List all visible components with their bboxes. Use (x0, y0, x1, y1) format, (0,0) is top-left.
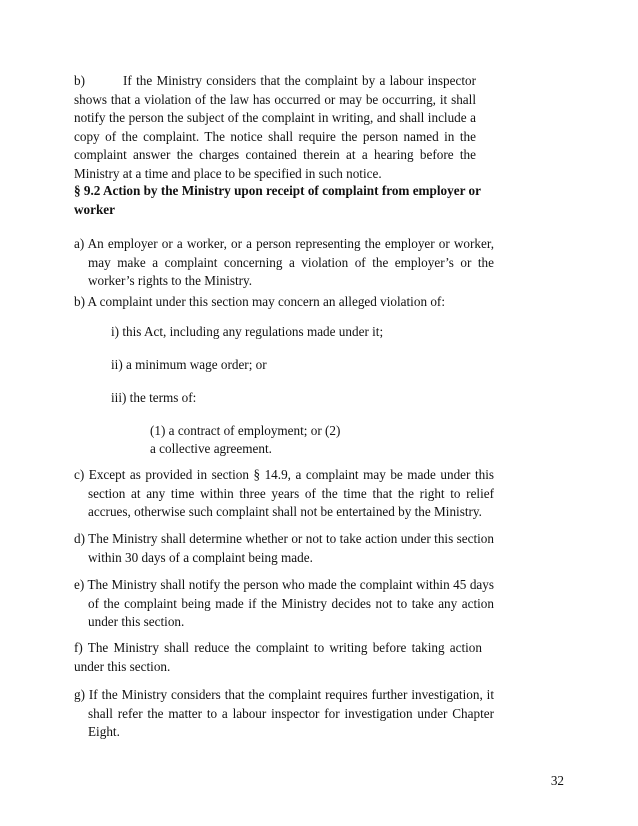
paragraph-b-text: If the Ministry considers that the complaint by a labour inspector shows that a violation of the law has occurred or may be occurring, it shall notify the person the subject of the complaint in writing, and shall include a copy of the complaint. The notice shall require the person named in the complaint answer the charges contained therein at a hearing before the Ministry at a time and place to be specified in such notice. (74, 73, 476, 181)
sub-item-iii: iii) the terms of: (111, 390, 197, 405)
paragraph-b-label: b) (74, 73, 85, 88)
sub-item-iii-2: a collective agreement. (150, 441, 272, 456)
list-item-e: e) The Ministry shall notify the person who made the complaint within 45 days of the complaint being made if the Ministry decides not to take any action under this section. (74, 577, 494, 629)
sub-item-iii-1: (1) a contract of employment; or (2) (150, 423, 341, 438)
list-item-g: g) If the Ministry considers that the complaint requires further investigation, it shall refer the matter to a labour inspector for investigation under Chapter Eight. (74, 687, 494, 739)
paragraph-b (74, 72, 476, 183)
list-item-c: c) Except as provided in section § 14.9, a complaint may be made under this section at any time within three years of the time that the right to relief accrues, otherwise such complaint shall not be entertained by the Ministry. (74, 467, 494, 519)
sub-item-ii: ii) a minimum wage order; or (111, 357, 267, 372)
list-item-d: d) The Ministry shall determine whether or not to take action under this section within 30 days of a complaint being made. (74, 531, 494, 565)
sub-item-i: i) this Act, including any regulations made under it; (111, 324, 384, 339)
section-heading: § 9.2 Action by the Ministry upon receipt of complaint from employer or worker (74, 183, 481, 217)
list-item-a: a) An employer or a worker, or a person representing the employer or worker, may make a complaint concerning a violation of the employer’s or the worker’s rights to the Ministry. (74, 236, 494, 288)
list-item-f: f) The Ministry shall reduce the complaint to writing before taking action under this section. (74, 640, 482, 674)
list-item-b: b) A complaint under this section may concern an alleged violation of: (74, 294, 445, 309)
page-number: 32 (550, 773, 564, 788)
